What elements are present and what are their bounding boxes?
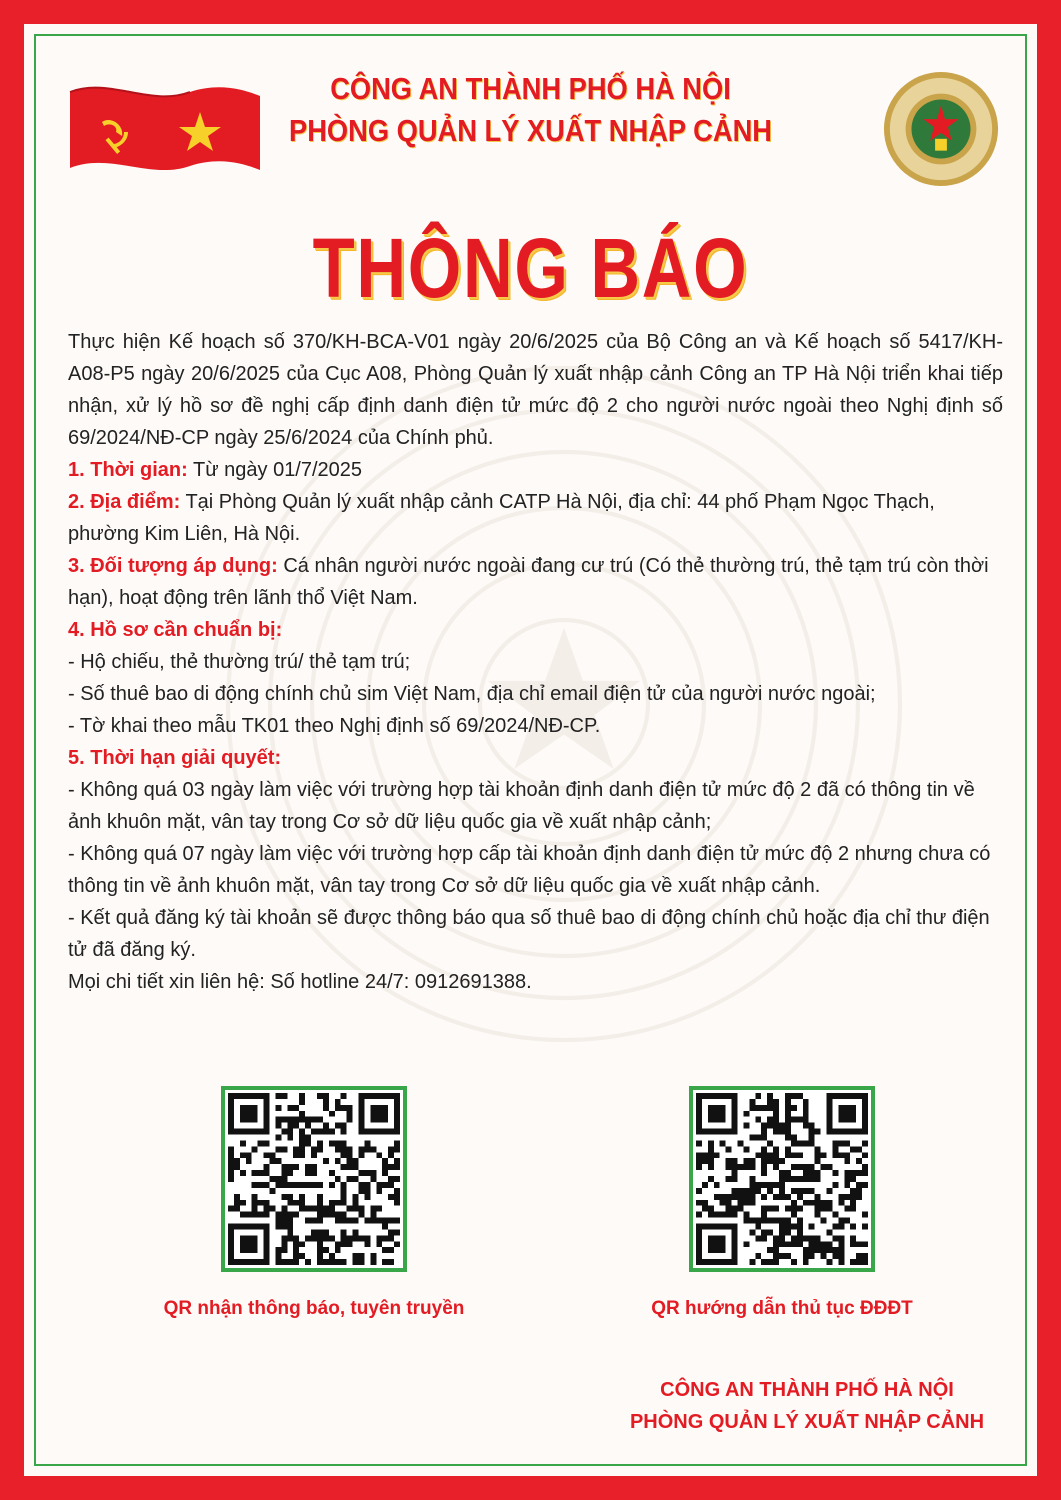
qr-code-icon: [696, 1093, 868, 1265]
qr-caption-procedure: QR hướng dẫn thủ tục ĐĐĐT: [651, 1298, 913, 1319]
agency-line-2: PHÒNG QUẢN LÝ XUẤT NHẬP CẢNH: [289, 113, 772, 148]
section-2-text: Tại Phòng Quản lý xuất nhập cảnh CATP Hà Nội, địa chỉ: 44 phố Phạm Ngọc Thạch, phường Kim Liên, Hà Nội.: [68, 491, 935, 545]
qr-block-procedure: [602, 1086, 962, 1320]
section-4-item: - Số thuê bao di động chính chủ sim Việt Nam, địa chỉ email điện tử của người nước ngoài;: [68, 683, 876, 705]
section-2-label: 2. Địa điểm:: [68, 491, 181, 513]
agency-header: [204, 68, 857, 152]
qr-caption-announcements: QR nhận thông báo, tuyên truyền: [163, 1298, 465, 1319]
footer-line-1: CÔNG AN THÀNH PHỐ HÀ NỘI: [660, 1379, 954, 1401]
section-5-item: - Không quá 03 ngày làm việc với trường hợp tài khoản định danh điện tử mức độ 2 đã có thông tin về ảnh khuôn mặt, vân tay trong Cơ sở dữ liệu quốc gia về xuất nhập cảnh;: [68, 779, 975, 833]
notice-body: [68, 326, 1003, 998]
notice-title: THÔNG BÁO: [312, 221, 749, 315]
section-1-label: 1. Thời gian:: [68, 459, 188, 481]
qr-code-procedure[interactable]: [689, 1086, 875, 1272]
section-4-label: 4. Hồ sơ cần chuẩn bị:: [68, 619, 283, 641]
section-4-item: - Hộ chiếu, thẻ thường trú/ thẻ tạm trú;: [68, 651, 411, 673]
section-2: [68, 486, 1003, 550]
intro-paragraph: Thực hiện Kế hoạch số 370/KH-BCA-V01 ngày 20/6/2025 của Bộ Công an và Kế hoạch số 5417/KH-A08-P5 ngày 20/6/2025 của Cục A08, Phòng Quản lý xuất nhập cảnh Công an TP Hà Nội triển khai tiếp nhận, xử lý hồ sơ đề nghị cấp định danh điện tử mức độ 2 cho người nước ngoài theo Nghị định số 69/2024/NĐ-CP ngày 25/6/2024 của Chính phủ.: [68, 331, 1003, 449]
immigration-emblem-icon: [882, 70, 1000, 188]
qr-block-announcements: [134, 1086, 494, 1320]
footer-line-2: PHÒNG QUẢN LÝ XUẤT NHẬP CẢNH: [629, 1411, 985, 1433]
section-1: [68, 454, 1003, 486]
poster-paper: [24, 24, 1037, 1476]
section-4-item: - Tờ khai theo mẫu TK01 theo Nghị định số 69/2024/NĐ-CP.: [68, 715, 601, 737]
contact-line: Mọi chi tiết xin liên hệ: Số hotline 24/7: 0912691388.: [68, 971, 532, 993]
section-3-label: 3. Đối tượng áp dụng:: [68, 555, 278, 577]
qr-code-announcements[interactable]: [221, 1086, 407, 1272]
section-3: [68, 550, 1003, 614]
agency-line-1: CÔNG AN THÀNH PHỐ HÀ NỘI: [330, 71, 731, 106]
qr-code-icon: [228, 1093, 400, 1265]
section-3-text: Cá nhân người nước ngoài đang cư trú (Có thẻ thường trú, thẻ tạm trú còn thời hạn), hoạt động trên lãnh thổ Việt Nam.: [68, 555, 989, 609]
section-5-item: - Kết quả đăng ký tài khoản sẽ được thông báo qua số thuê bao di động chính chủ hoặc địa chỉ thư điện tử đã đăng ký.: [68, 907, 990, 961]
section-5-label: 5. Thời hạn giải quyết:: [68, 747, 282, 769]
section-5-item: - Không quá 07 ngày làm việc với trường hợp cấp tài khoản định danh điện tử mức độ 2 nhưng chưa có thông tin về ảnh khuôn mặt, vân tay trong Cơ sở dữ liệu quốc gia về xuất nhập cảnh.: [68, 843, 991, 897]
section-1-text: Từ ngày 01/7/2025: [187, 459, 363, 481]
footer-signature: [572, 1374, 1042, 1438]
